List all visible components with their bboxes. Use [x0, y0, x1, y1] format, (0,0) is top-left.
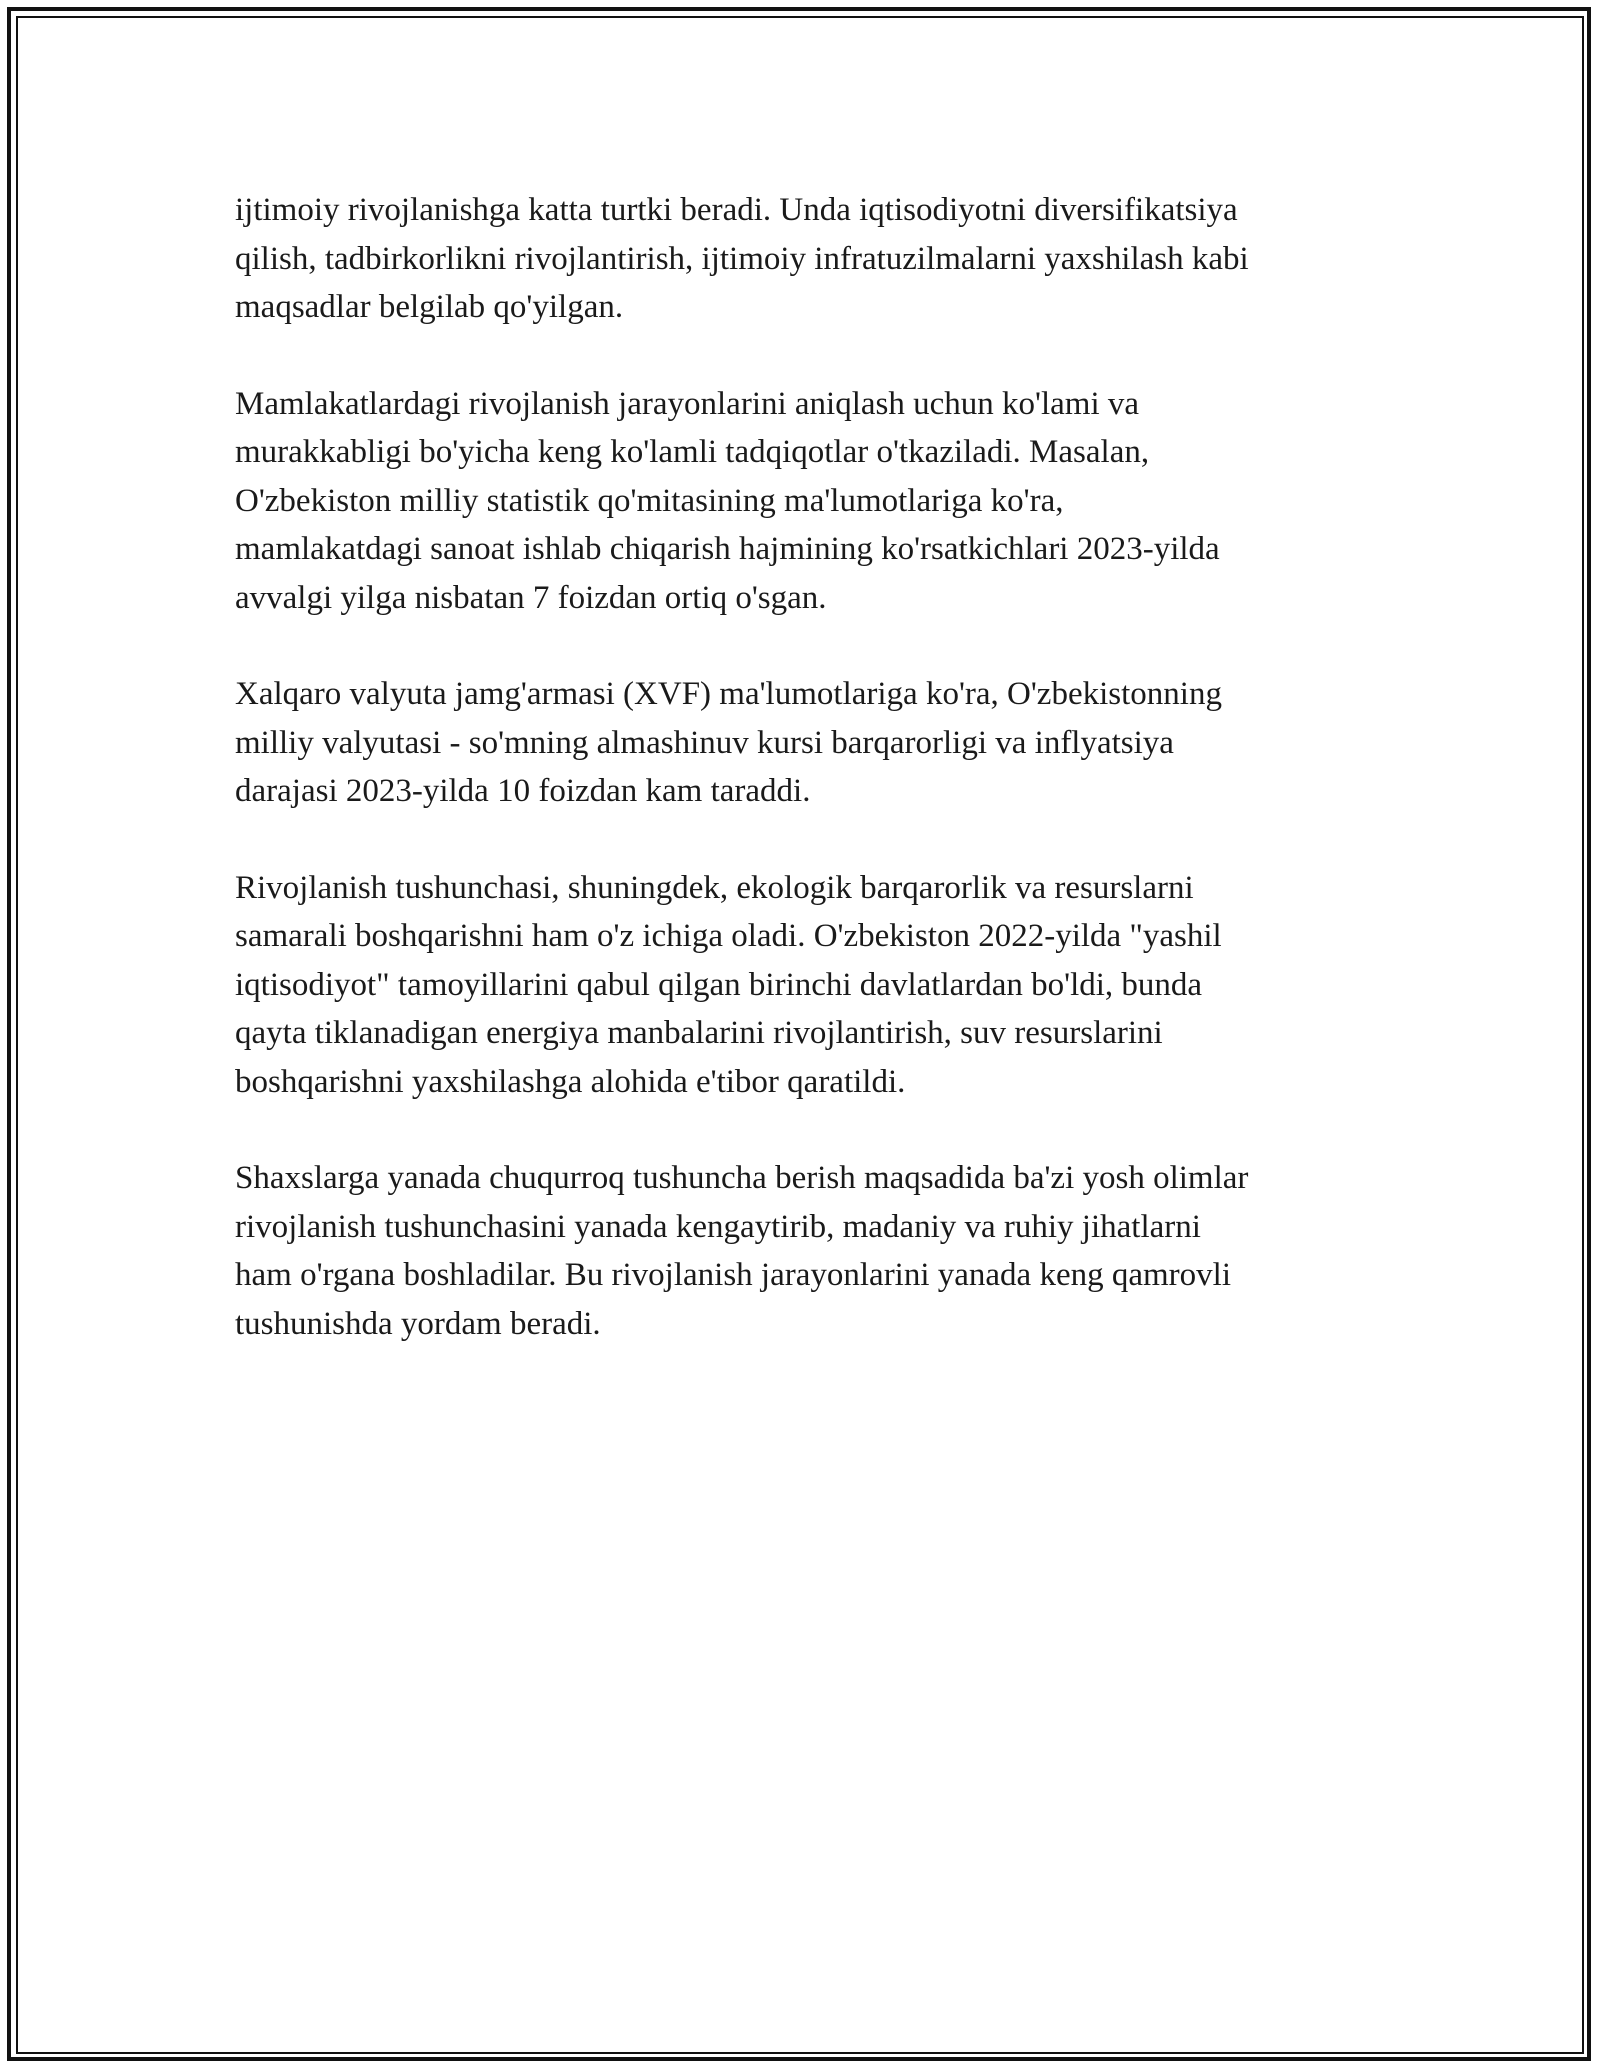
paragraph-4: Rivojlanish tushunchasi, shuningdek, ekologik barqarorlik va resurslarni samarali boshqarishni ham o'z ichiga oladi. O'zbekiston 2022-yilda "yashil iqtisodiyot" tamoyillarini qabul qilgan birinchi davlatlardan bo'ldi, bunda qayta tiklanadigan energiya manbalarini rivojlantirish, suv resurslarini boshqarishni yaxshilashga alohida e'tibor qaratildi.: [235, 869, 1222, 1100]
paragraph-1: ijtimoiy rivojlanishga katta turtki beradi. Unda iqtisodiyotni diversifikatsiya qilish, tadbirkorlikni rivojlantirish, ijtimoiy infratuzilmalarni yaxshilash kabi maqsadlar belgilab qo'yilgan.: [235, 192, 1249, 325]
document-body: [235, 186, 1375, 1396]
paragraph-5: Shaxslarga yanada chuqurroq tushuncha berish maqsadida ba'zi yosh olimlar rivojlanish tushunchasini yanada kengaytirib, madaniy va ruhiy jihatlarni ham o'rgana boshladilar. Bu rivojlanish jarayonlarini yanada keng qamrovli tushunishda yordam beradi.: [235, 1160, 1249, 1342]
paragraph-2: Mamlakatlardagi rivojlanish jarayonlarini aniqlash uchun ko'lami va murakkabligi bo'yicha keng ko'lamli tadqiqotlar o'tkaziladi. Masalan, O'zbekiston milliy statistik qo'mitasining ma'lumotlariga ko'ra, mamlakatdagi sanoat ishlab chiqarish hajmining ko'rsatkichlari 2023-yilda avvalgi yilga nisbatan 7 foizdan ortiq o'sgan.: [235, 385, 1220, 616]
paragraph-3: Xalqaro valyuta jamg'armasi (XVF) ma'lumotlariga ko'ra, O'zbekistonning milliy valyutasi - so'mning almashinuv kursi barqarorligi va inflyatsiya darajasi 2023-yilda 10 foizdan kam taraddi.: [235, 676, 1222, 809]
